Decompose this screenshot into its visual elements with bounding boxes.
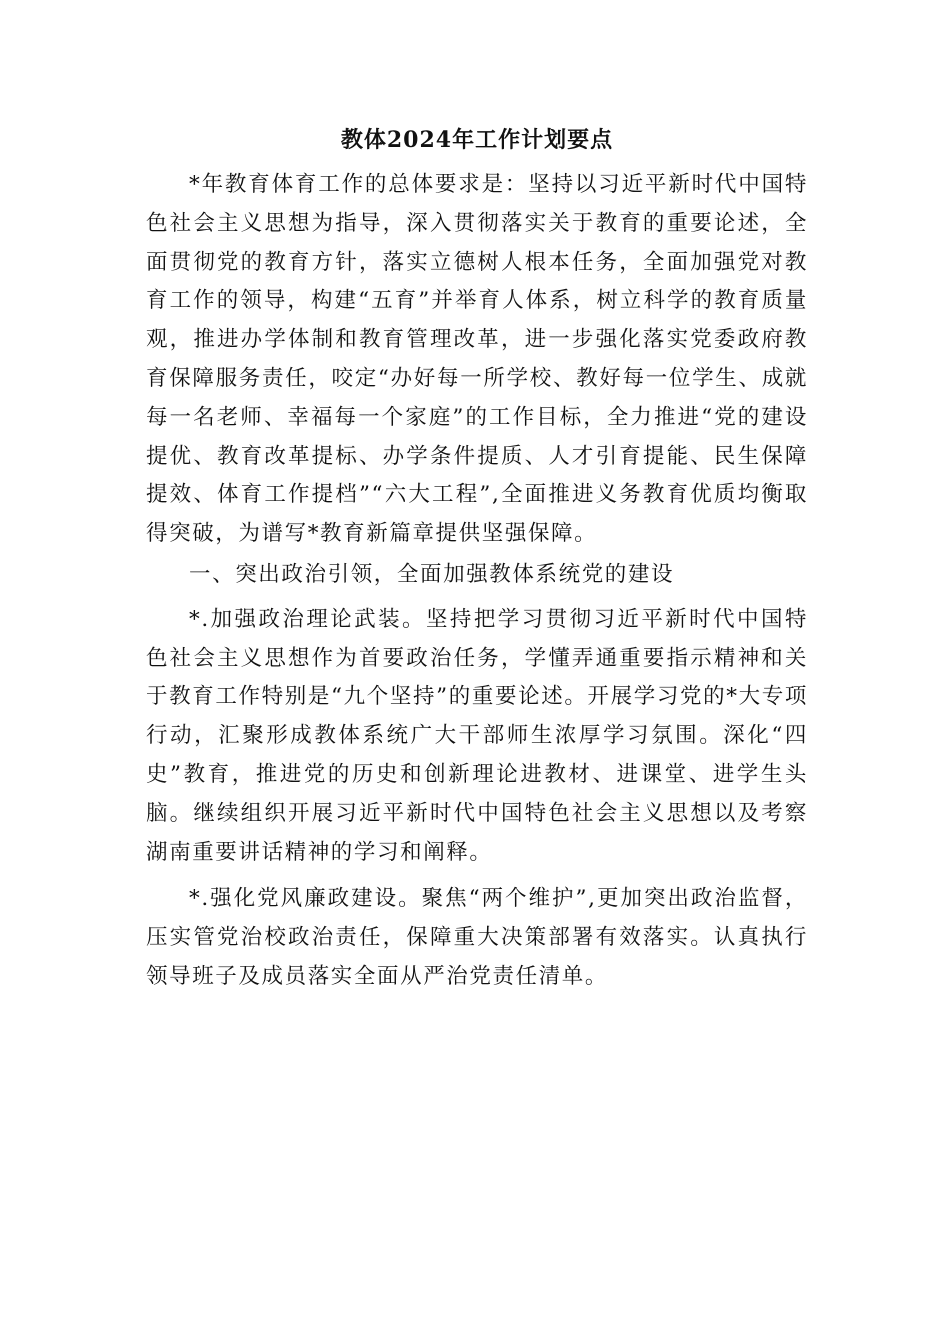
item-paragraph-2: *.强化党风廉政建设。聚焦“两个维护”,更加突出政治监督，压实管党治校政治责任，保障重大决策部署有效落实。认真执行领导班子及成员落实全面从严治党责任清单。 xyxy=(146,886,808,989)
document-body xyxy=(146,118,808,997)
item-paragraph-1: *.加强政治理论武装。坚持把学习贯彻习近平新时代中国特色社会主义思想作为首要政治任务，学懂弄通重要指示精神和关于教育工作特别是“九个坚持”的重要论述。开展学习党的*大专项行动，汇聚形成教体系统广大干部师生浓厚学习氛围。深化“四史”教育，推进党的历史和创新理论进教材、进课堂、进学生头脑。继续组织开展习近平新时代中国特色社会主义思想以及考察湖南重要讲话精神的学习和阐释。 xyxy=(146,606,808,865)
section-heading-1: 一、突出政治引领，全面加强教体系统党的建设 xyxy=(189,561,675,587)
document-title: 教体2024年工作计划要点 xyxy=(340,127,614,153)
intro-paragraph: *年教育体育工作的总体要求是：坚持以习近平新时代中国特色社会主义思想为指导，深入贯彻落实关于教育的重要论述，全面贯彻党的教育方针，落实立德树人根本任务，全面加强党对教育工作的领导，构建“五育”并举育人体系，树立科学的教育质量观，推进办学体制和教育管理改革，进一步强化落实党委政府教育保障服务责任，咬定“办好每一所学校、教好每一位学生、成就每一名老师、幸福每一个家庭”的工作目标，全力推进“党的建设提优、教育改革提标、办学条件提质、人才引育提能、民生保障提效、体育工作提档”“六大工程”,全面推进义务教育优质均衡取得突破，为谱写*教育新篇章提供坚强保障。 xyxy=(146,172,808,547)
